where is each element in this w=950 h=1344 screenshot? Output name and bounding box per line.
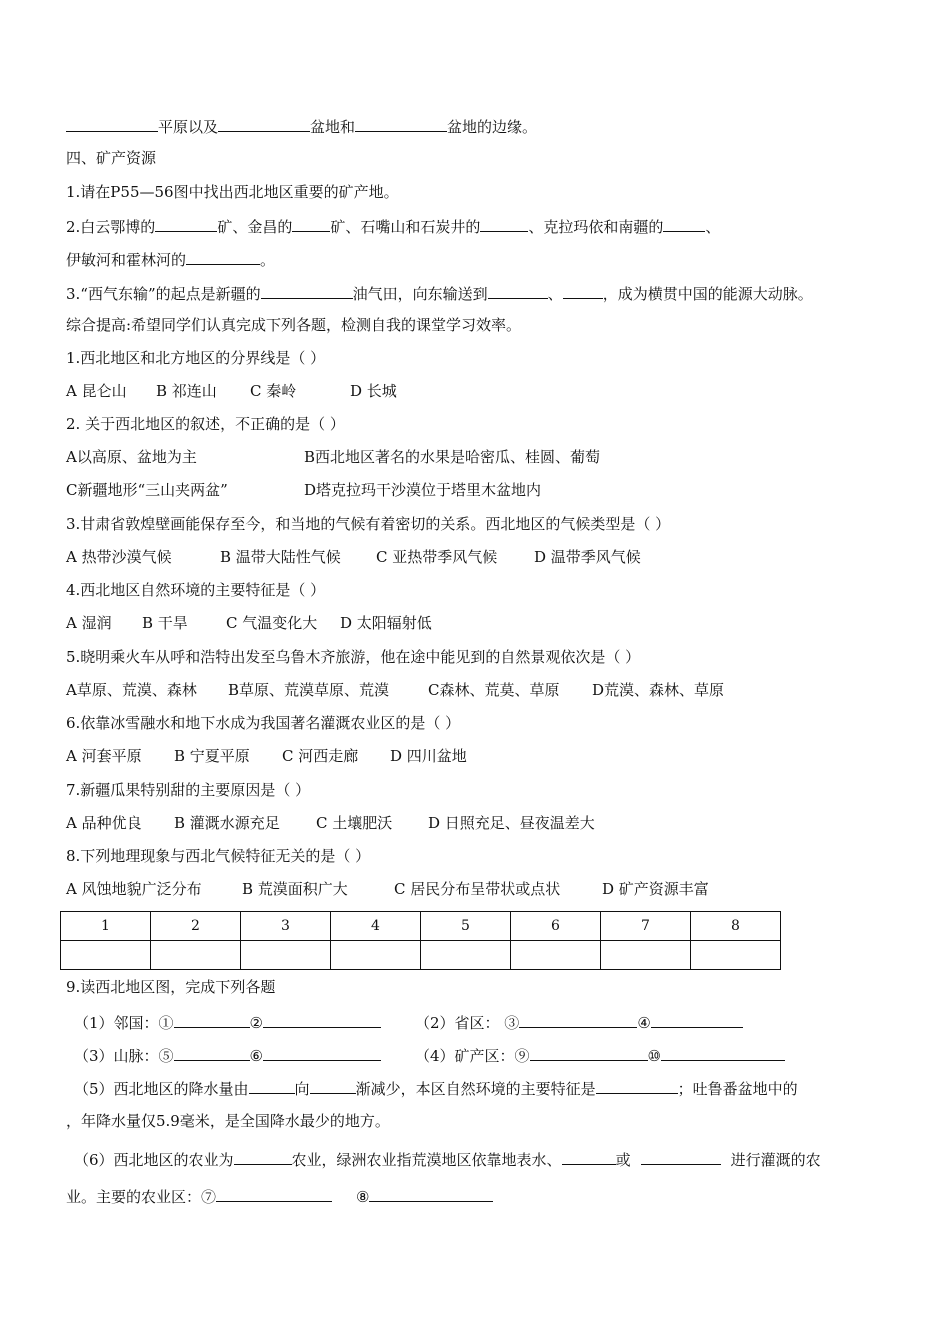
- blank[interactable]: [563, 282, 603, 299]
- option[interactable]: D 矿产资源丰富: [602, 880, 709, 898]
- answer-table: [60, 911, 781, 970]
- q9-row-agriculture: （6）西北地区的农业为 农业，绿洲农业指荒漠地区依靠地表水、 或 进行灌溉的农: [74, 1148, 821, 1170]
- blank[interactable]: [234, 1148, 292, 1165]
- blank[interactable]: [641, 1148, 721, 1165]
- option[interactable]: B 宁夏平原: [174, 747, 250, 765]
- question-stem: 5.晓明乘火车从呼和浩特出发至乌鲁木齐旅游，他在途中能见到的自然景观依次是（ ）: [66, 648, 641, 666]
- answer-table-answer-row: [61, 941, 781, 970]
- question-options: [66, 746, 467, 766]
- blank[interactable]: [562, 1148, 616, 1165]
- option[interactable]: C新疆地形“三山夹两盆”: [66, 481, 228, 499]
- blank[interactable]: [530, 1044, 648, 1061]
- question-options: [66, 813, 595, 833]
- blank[interactable]: [261, 282, 353, 299]
- q9-row-mountains-minerals: （3）山脉：⑤ ⑥ （4）矿产区：⑨ ⑩: [74, 1044, 785, 1066]
- blank[interactable]: [263, 1044, 381, 1061]
- question-stem: 2. 关于西北地区的叙述，不正确的是（ ）: [66, 415, 345, 433]
- option[interactable]: C 气温变化大: [226, 614, 318, 632]
- option[interactable]: A草原、荒漠、森林: [66, 681, 197, 699]
- question-mineral-2-cont: 伊敏河和霍林河的 。: [66, 248, 275, 270]
- option[interactable]: C 居民分布呈带状或点状: [394, 880, 561, 898]
- answer-table-header: 8: [691, 912, 781, 941]
- blank[interactable]: [661, 1044, 785, 1061]
- q9-row-turpan: ，年降水量仅5.9毫米，是全国降水最少的地方。: [66, 1112, 390, 1130]
- blank[interactable]: [218, 115, 310, 132]
- option[interactable]: D 日照充足、昼夜温差大: [428, 814, 595, 832]
- question-options: [66, 547, 641, 567]
- option[interactable]: D 四川盆地: [390, 747, 467, 765]
- answer-cell[interactable]: [421, 941, 511, 970]
- answer-cell[interactable]: [511, 941, 601, 970]
- answer-cell[interactable]: [151, 941, 241, 970]
- summary-line: 综合提高:希望同学们认真完成下列各题，检测自我的课堂学习效率。: [66, 316, 522, 334]
- answer-table-header: 3: [241, 912, 331, 941]
- option[interactable]: B 干旱: [142, 614, 188, 632]
- question-stem: 3.甘肃省敦煌壁画能保存至今，和当地的气候有着密切的关系。西北地区的气候类型是（ ）: [66, 515, 671, 533]
- blank[interactable]: [651, 1011, 743, 1028]
- question-options: [66, 381, 397, 401]
- option[interactable]: D塔克拉玛干沙漠位于塔里木盆地内: [304, 481, 542, 499]
- answer-table-header: 4: [331, 912, 421, 941]
- question-options: [66, 480, 541, 500]
- option[interactable]: B 荒漠面积广大: [242, 880, 348, 898]
- blank[interactable]: [155, 215, 217, 232]
- answer-table-header-row: [61, 912, 781, 941]
- answer-table-header: 5: [421, 912, 511, 941]
- answer-table-header: 7: [601, 912, 691, 941]
- blank[interactable]: [663, 215, 705, 232]
- option[interactable]: C 亚热带季风气候: [376, 548, 498, 566]
- question-stem: 7.新疆瓜果特别甜的主要原因是（ ）: [66, 781, 311, 799]
- question-mineral-2: 2.白云鄂博的 矿、金昌的 矿、石嘴山和石炭井的 、克拉玛依和南疆的 、: [66, 215, 720, 237]
- blank[interactable]: [355, 115, 447, 132]
- option[interactable]: A 河套平原: [66, 747, 142, 765]
- blank[interactable]: [66, 115, 158, 132]
- question-stem: 6.依靠冰雪融水和地下水成为我国著名灌溉农业区的是（ ）: [66, 714, 461, 732]
- q9-row-precipitation: （5）西北地区的降水量由 向 渐减少，本区自然环境的主要特征是 ；吐鲁番盆地中的: [74, 1077, 798, 1099]
- blank[interactable]: [519, 1011, 637, 1028]
- option[interactable]: B 灌溉水源充足: [174, 814, 280, 832]
- option[interactable]: B 温带大陆性气候: [220, 548, 341, 566]
- option[interactable]: A 热带沙漠气候: [66, 548, 172, 566]
- option[interactable]: C森林、荒莫、草原: [428, 681, 560, 699]
- answer-cell[interactable]: [61, 941, 151, 970]
- answer-cell[interactable]: [601, 941, 691, 970]
- option[interactable]: D 太阳辐射低: [340, 614, 432, 632]
- option[interactable]: C 土壤肥沃: [316, 814, 393, 832]
- blank[interactable]: [174, 1044, 250, 1061]
- question-options: [66, 447, 600, 467]
- option[interactable]: B草原、荒漠草原、荒漠: [228, 681, 390, 699]
- answer-table-header: 6: [511, 912, 601, 941]
- option[interactable]: D 长城: [350, 382, 397, 400]
- option[interactable]: D 温带季风气候: [534, 548, 641, 566]
- answer-table-header: 1: [61, 912, 151, 941]
- option[interactable]: B 祁连山: [156, 382, 217, 400]
- answer-table-header: 2: [151, 912, 241, 941]
- question-stem: 4.西北地区自然环境的主要特征是（ ）: [66, 581, 326, 599]
- question-mineral-1: 1.请在P55—56图中找出西北地区重要的矿产地。: [66, 183, 399, 201]
- option[interactable]: A 风蚀地貌广泛分布: [66, 880, 202, 898]
- question-stem: 9.读西北地区图，完成下列各题: [66, 978, 276, 996]
- blank[interactable]: [216, 1185, 332, 1202]
- option[interactable]: A 品种优良: [66, 814, 142, 832]
- blank[interactable]: [263, 1011, 381, 1028]
- section-heading: 四、矿产资源: [66, 149, 157, 167]
- blank[interactable]: [186, 248, 260, 265]
- answer-cell[interactable]: [331, 941, 421, 970]
- option[interactable]: B西北地区著名的水果是哈密瓜、桂圆、葡萄: [304, 448, 601, 466]
- question-mineral-3: 3.“西气东输”的起点是新疆的 油气田，向东输送到 、 ，成为横贯中国的能源大动脉。: [66, 282, 813, 304]
- q9-row-agri-regions: 业。主要的农业区：⑦ ⑧: [66, 1185, 493, 1207]
- option[interactable]: D荒漠、森林、草原: [592, 681, 725, 699]
- blank[interactable]: [310, 1077, 356, 1094]
- option[interactable]: C 秦岭: [250, 382, 297, 400]
- option[interactable]: A以高原、盆地为主: [66, 448, 197, 466]
- blank[interactable]: [480, 215, 528, 232]
- question-stem: 1.西北地区和北方地区的分界线是（ ）: [66, 349, 326, 367]
- question-options: [66, 879, 709, 899]
- question-options: [66, 680, 724, 700]
- option[interactable]: A 湿润: [66, 614, 112, 632]
- line-basins: 平原以及 盆地和 盆地的边缘。: [66, 115, 537, 137]
- blank[interactable]: [488, 282, 548, 299]
- q9-row-neighbors-provinces: （1）邻国：① ② （2）省区： ③ ④: [74, 1011, 743, 1033]
- blank[interactable]: [596, 1077, 678, 1094]
- blank[interactable]: [292, 215, 330, 232]
- option[interactable]: C 河西走廊: [282, 747, 359, 765]
- blank[interactable]: [174, 1011, 250, 1028]
- option[interactable]: A 昆仑山: [66, 382, 127, 400]
- answer-cell[interactable]: [241, 941, 331, 970]
- question-stem: 8.下列地理现象与西北气候特征无关的是（ ）: [66, 847, 371, 865]
- blank[interactable]: [369, 1185, 493, 1202]
- answer-cell[interactable]: [691, 941, 781, 970]
- blank[interactable]: [249, 1077, 295, 1094]
- question-options: [66, 613, 432, 633]
